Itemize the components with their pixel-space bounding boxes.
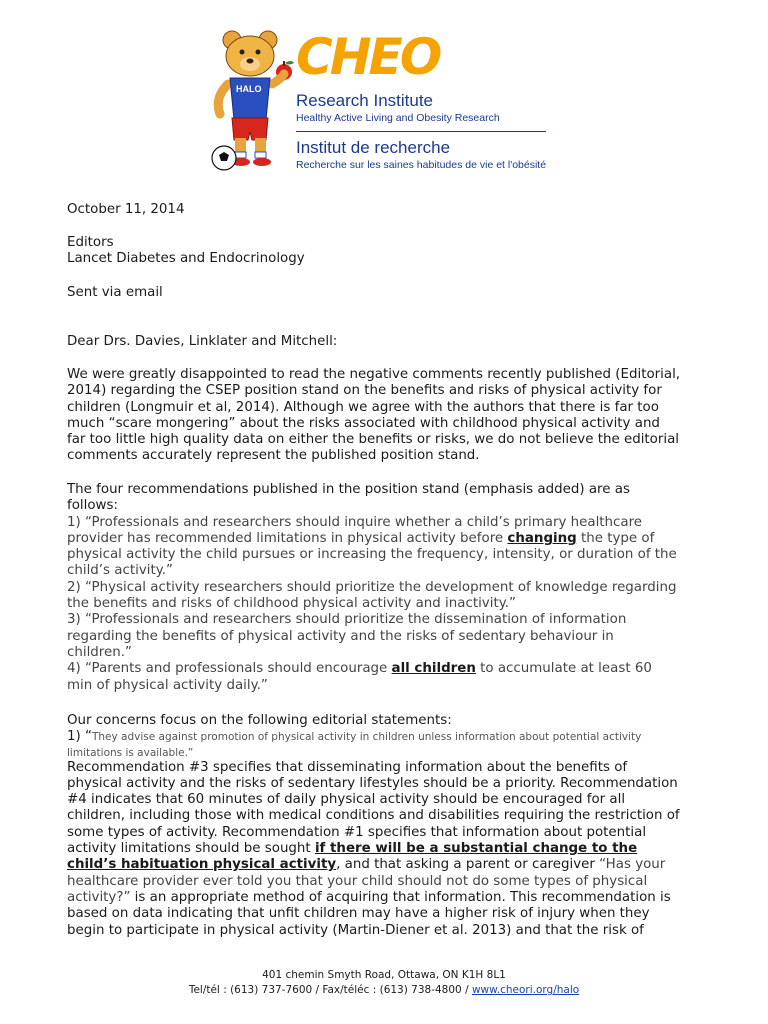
paragraph-line: 2014) regarding the CSEP position stand on the benefits and risks of physical activity for [67,383,662,399]
paragraph-line: far too little high quality data on either the benefits or risks, we do not believe the editorial [67,432,680,448]
paragraph-line: children (Longmuir et al, 2014). Although we agree with the authors that there is far too [67,399,659,415]
paragraph-line: child’s habituation physical activity, and that asking a parent or caregiver “Has your [67,857,666,873]
recommendation-2: 2) “Physical activity researchers should prioritize the development of knowledge regarding [67,579,677,595]
paragraph-line: The four recommendations published in the position stand (emphasis added) are as [67,482,630,497]
institute-subtitle-en: Healthy Active Living and Obesity Research [296,112,500,124]
paragraph-line: activity?” is an appropriate method of acquiring that information. This recommendation is [67,889,671,905]
paragraph-line: follows: [67,498,118,514]
halo-bear-mascot-icon [210,28,300,178]
paragraph-line: much “scare mongering” about the risks associated with childhood physical activity and [67,415,660,431]
header-divider [296,131,546,132]
delivery-note: Sent via email [67,285,163,300]
emphasis-all-children: all children [391,661,476,677]
editorial-quote: 1) “They advise against promotion of physical activity in children unless information about potential activity [67,729,642,745]
recommendation-2: the benefits and risks of childhood physical activity and inactivity.” [67,596,516,612]
concerns-section [67,713,680,939]
recommendation-3: regarding the benefits of physical activity and the risks of sedentary behaviour in [67,628,614,644]
paragraph-line: Recommendation #3 specifies that disseminating information about the benefits of [67,759,628,775]
halo-badge: HALO [236,84,262,94]
recipient-line: Lancet Diabetes and Endocrinology [67,251,305,267]
recommendation-1: 1) “Professionals and researchers should inquire whether a child’s primary healthcare [67,514,643,530]
emphasis-changing: changing [507,530,577,546]
website-link[interactable]: www.cheori.org/halo [471,984,580,996]
recipient-block [67,235,305,268]
paragraph-line: healthcare provider ever told you that your child should not do some types of physical [67,873,648,889]
paragraph-line: comments accurately represent the published position stand. [67,448,480,464]
paragraph-line: begin to participate in physical activity (Martin-Diener et al. 2013) and that the risk of [67,922,644,938]
emphasis-substantial-change: if there will be a substantial change to the [314,841,638,857]
recommendation-4: 4) “Parents and professionals should encourage all children to accumulate at least 60 [67,661,652,677]
editorial-quote: limitations is available.” [67,746,194,759]
footer [0,968,768,998]
recommendation-3: 3) “Professionals and researchers should prioritize the dissemination of information [67,612,627,628]
concerns-intro: Our concerns focus on the following editorial statements: [67,713,452,728]
emphasis-habituation: child’s habituation physical activity [67,857,337,873]
letterhead [210,28,560,178]
footer-contact: Tel/tél : (613) 737-7600 / Fax/téléc : (613) 738-4800 / www.cheori.org/halo [188,984,580,996]
recommendations-section [67,482,677,694]
cheo-logo: CHEO [296,28,440,86]
paragraph-line: activity limitations should be sought if there will be a substantial change to the [67,841,638,857]
recommendation-1: physical activity the child pursues or increasing the frequency, intensity, or duration of the [67,547,677,563]
recommendation-3: children.” [67,644,132,660]
institute-subtitle-fr: Recherche sur les saines habitudes de vie et l'obésité [296,159,547,171]
paragraph-line: some types of activity. Recommendation #1 specifies that information about potential [67,824,647,840]
salutation: Dear Drs. Davies, Linklater and Mitchell: [67,334,338,349]
paragraph-line: physical activity and the risks of sedentary lifestyles should be a priority. Recommendation [67,775,678,791]
recommendation-4: min of physical activity daily.” [67,677,268,693]
paragraph-line: children, including those with medical conditions and disabilities requiring the restriction of [67,808,680,824]
recommendation-1: child’s activity.” [67,563,173,579]
recipient-line: Editors [67,235,114,250]
footer-address: 401 chemin Smyth Road, Ottawa, ON K1H 8L1 [262,969,506,981]
recommendation-1: provider has recommended limitations in physical activity before changing the type of [67,530,655,546]
institute-title-fr: Institut de recherche [296,138,451,157]
letter-date: October 11, 2014 [67,202,185,217]
institute-title-en: Research Institute [296,91,434,110]
paragraph-line: We were greatly disappointed to read the negative comments recently published (Editorial, [67,367,681,382]
paragraph-intro [67,367,680,465]
paragraph-line: #4 indicates that 60 minutes of daily physical activity should be encouraged for all [67,792,626,808]
paragraph-line: based on data indicating that unfit children may have a higher risk of injury when they [67,906,650,922]
